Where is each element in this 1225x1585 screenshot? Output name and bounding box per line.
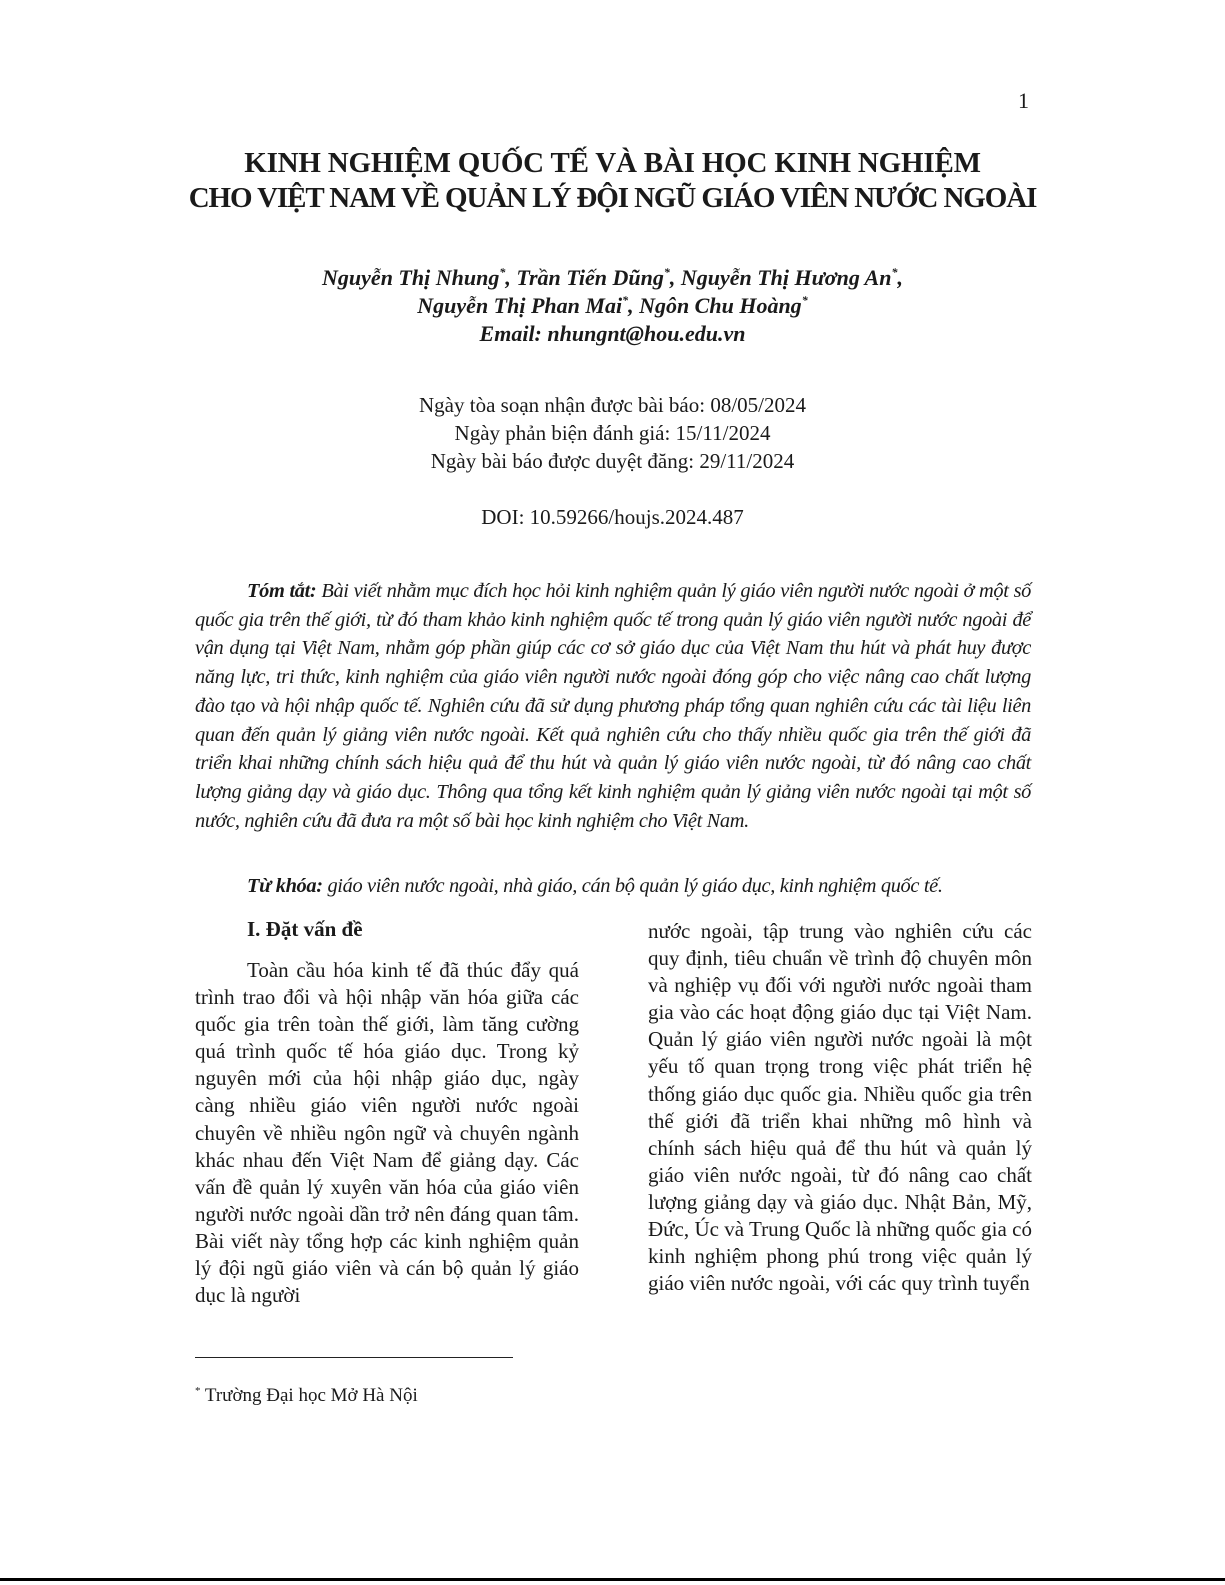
- author-line-1: [0, 264, 1225, 292]
- author-name: Ngôn Chu Hoàng: [639, 293, 802, 318]
- accepted-date: Ngày bài báo được duyệt đăng: 29/11/2024: [430, 449, 795, 473]
- author-line-2: [0, 292, 1225, 320]
- article-dates: [0, 391, 1225, 475]
- doi: DOI: 10.59266/houjs.2024.487: [481, 505, 744, 529]
- body-column-left: Toàn cầu hóa kinh tế đã thúc đẩy quá trình trao đổi và hội nhập văn hóa giữa các quốc gia trên toàn thế giới, làm tăng cường quá trình quốc tế hóa giáo dục. Trong kỷ nguyên mới của hội nhập giáo dục, ngày càng nhiều giáo viên người nước ngoài chuyên về nhiều ngôn ngữ và chuyên ngành khác nhau đến Việt Nam để giảng dạy. Các vấn đề quản lý xuyên văn hóa của giáo viên người nước ngoài dần trở nên đáng quan tâm. Bài viết này tổng hợp các kinh nghiệm quản lý đội ngũ giáo viên và cán bộ quản lý giáo dục là người: [195, 958, 579, 1308]
- affiliation-marker: *: [622, 293, 629, 307]
- author-name: Trần Tiến Dũng: [516, 265, 664, 290]
- affiliation-marker: *: [499, 265, 506, 279]
- abstract: [195, 577, 1031, 835]
- received-date: Ngày tòa soạn nhận được bài báo: 08/05/2024: [419, 393, 806, 417]
- section-heading: I. Đặt vấn đề: [247, 917, 363, 941]
- footnote: [195, 1385, 418, 1407]
- keywords: [195, 872, 1031, 900]
- footnote-divider: [195, 1357, 513, 1358]
- footnote-marker: *: [195, 1385, 201, 1397]
- author-name: Nguyễn Thị Hương An: [680, 265, 892, 290]
- affiliation-marker: *: [801, 293, 808, 307]
- page-number: 1: [1018, 88, 1029, 113]
- author-separator: ,: [628, 293, 640, 318]
- author-block: [0, 264, 1225, 348]
- title-line-2: CHO VIỆT NAM VỀ QUẢN LÝ ĐỘI NGŨ GIÁO VIÊN NƯỚC NGOÀI: [188, 182, 1037, 214]
- author-separator: ,: [505, 265, 517, 290]
- body-column-right: nước ngoài, tập trung vào nghiên cứu các quy định, tiêu chuẩn về trình độ chuyên môn và nghiệp vụ đối với người nước ngoài tham gia vào các hoạt động giáo dục tại Việt Nam. Quản lý giáo viên người nước ngoài là một yếu tố quan trọng trong việc phát triển hệ thống giáo dục quốc gia. Nhiều quốc gia trên thế giới đã triển khai những mô hình và chính sách hiệu quả để thu hút và quản lý giáo viên nước ngoài, từ đó nâng cao chất lượng giảng dạy và giáo dục. Nhật Bản, Mỹ, Đức, Úc và Trung Quốc là những quốc gia có kinh nghiệm phong phú trong việc quản lý giáo viên nước ngoài, với các quy trình tuyển: [648, 919, 1032, 1296]
- affiliation-marker: *: [891, 265, 898, 279]
- page-bottom-rule: [0, 1578, 1225, 1581]
- abstract-text: Bài viết nhằm mục đích học hỏi kinh nghiệm quản lý giáo viên người nước ngoài ở một số quốc gia trên thế giới, từ đó tham khảo kinh nghiệm quốc tế trong quản lý giáo viên người nước ngoài để vận dụng tại Việt Nam, nhằm góp phần giúp các cơ sở giáo dục của Việt Nam thu hút và phát huy được năng lực, tri thức, kinh nghiệm của giáo viên người nước ngoài đóng góp cho việc nâng cao chất lượng đào tạo và hội nhập quốc tế. Nghiên cứu đã sử dụng phương pháp tổng quan nghiên cứu các tài liệu liên quan đến quản lý giảng viên nước ngoài. Kết quả nghiên cứu cho thấy nhiều quốc gia trên thế giới đã triển khai những chính sách hiệu quả để thu hút và quản lý giáo viên nước ngoài, từ đó nâng cao chất lượng giảng dạy và giáo dục. Thông qua tổng kết kinh nghiệm quản lý giảng viên nước ngoài tại một số nước, nghiên cứu đã đưa ra một số bài học kinh nghiệm cho Việt Nam.: [195, 580, 1031, 832]
- keywords-label: Từ khóa:: [247, 875, 323, 897]
- footnote-text: Trường Đại học Mở Hà Nội: [204, 1385, 418, 1406]
- author-name: Nguyễn Thị Phan Mai: [417, 293, 623, 318]
- affiliation-marker: *: [663, 265, 670, 279]
- author-separator: ,: [897, 265, 903, 290]
- reviewed-date: Ngày phản biện đánh giá: 15/11/2024: [454, 421, 771, 445]
- keywords-text: giáo viên nước ngoài, nhà giáo, cán bộ quản lý giáo dục, kinh nghiệm quốc tế.: [327, 875, 943, 897]
- author-email: Email: nhungnt@hou.edu.vn: [479, 321, 746, 346]
- author-name: Nguyễn Thị Nhung: [322, 265, 500, 290]
- article-title: [0, 146, 1225, 216]
- author-separator: ,: [669, 265, 681, 290]
- title-line-1: KINH NGHIỆM QUỐC TẾ VÀ BÀI HỌC KINH NGHIỆM: [244, 147, 981, 179]
- abstract-label: Tóm tắt:: [247, 580, 317, 602]
